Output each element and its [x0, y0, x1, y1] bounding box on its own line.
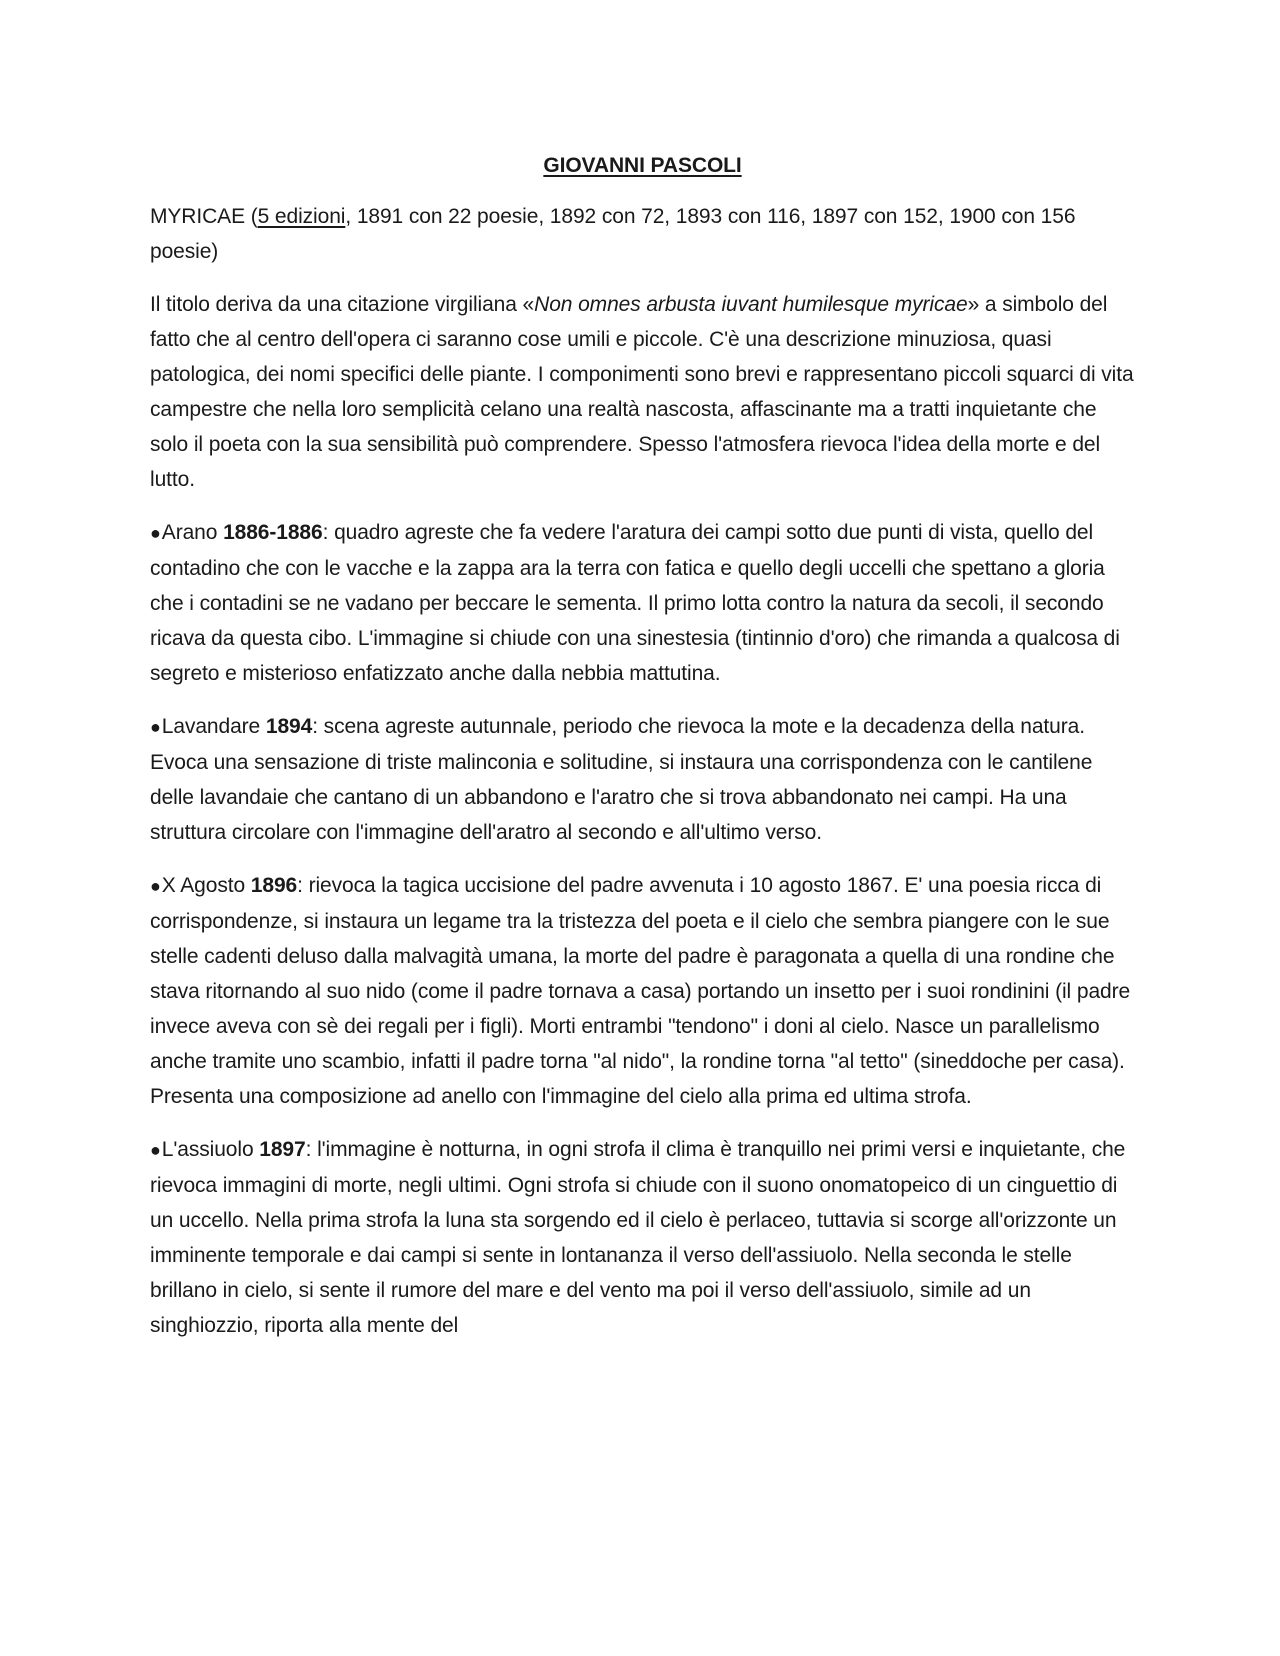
poem-description: : quadro agreste che fa vedere l'aratura dei campi sotto due punti di vista, quello del contadino che con le vacche e la zappa ara la terra con fatica e quello degli uccelli che spettano a gloria che i contadini se ne vadano per beccare le sementa. Il primo lotta contro la natura da secoli, il secondo ricava da questa cibo. L'immagine si chiude con una sinestesia (tintinnio d'oro) che rimanda a qualcosa di segreto e misterioso enfatizzato anche dalla nebbia mattutina. — [150, 521, 1120, 685]
editions-detail: , 1891 con 22 poesie, 1892 con 72, 1893 con 116, 1897 con 152, 1900 con 156 poesie) — [150, 205, 1076, 263]
poem-description: : scena agreste autunnale, periodo che rievoca la mote e la decadenza della natura. Evoca una sensazione di triste malinconia e solitudine, si instaura una corrispondenza con le cantilene delle lavandaie che cantano di un abbandono e l'aratro che si trova abbandonato nei campi. Ha una struttura circolare con l'immagine dell'aratro al secondo e all'ultimo verso. — [150, 715, 1093, 844]
poem-name: Arano — [161, 521, 224, 544]
editions-underlined: 5 edizioni — [257, 205, 346, 228]
bullet-icon: ● — [150, 523, 161, 543]
intro-paragraph — [150, 287, 1135, 497]
poem-name: L'assiuolo — [161, 1138, 260, 1161]
poem-x-agosto — [150, 868, 1135, 1114]
document-body — [150, 148, 1135, 1361]
bullet-icon: ● — [150, 876, 161, 896]
poem-year: 1897 — [259, 1138, 306, 1161]
poem-description: : l'immagine è notturna, in ogni strofa il clima è tranquillo nei primi versi e inquietante, che rievoca immagini di morte, negli ultimi. Ogni strofa si chiude con il suono onomatopeico di un cinguettio di un uccello. Nella prima strofa la luna sta sorgendo ed il cielo è perlaceo, tuttavia si scorge all'orizzonte un imminente temporale e dai campi si sente in lontananza il verso dell'assiuolo. Nella seconda le stelle brillano in cielo, si sente il rumore del mare e del vento ma poi il verso dell'assiuolo, simile ad un singhiozzio, riporta alla mente del — [150, 1138, 1126, 1337]
intro-before-quote: Il titolo deriva da una citazione virgiliana « — [150, 293, 535, 316]
poem-name: X Agosto — [161, 874, 251, 897]
bullet-icon: ● — [150, 1140, 161, 1160]
poem-year: 1896 — [250, 874, 298, 897]
page-title: GIOVANNI PASCOLI — [543, 154, 742, 177]
poem-description: : rievoca la tagica uccisione del padre avvenuta i 10 agosto 1867. E' una poesia ricca di corrispondenze, si instaura un legame tra la tristezza del poeta e il cielo che sembra piangere con le sue stelle cadenti deluso dalla malvagità umana, la morte del padre è paragonata a quella di una rondine che stava ritornando al suo nido (come il padre tornava a casa) portando un insetto per i suoi rondinini (il padre invece aveva con sè dei regali per i figli). Morti entrambi "tendono" i doni al cielo. Nasce un parallelismo anche tramite uno scambio, infatti il padre torna "al nido", la rondine torna "al tetto" (sineddoche per casa). Presenta una composizione ad anello con l'immagine del cielo alla prima ed ultima strofa. — [150, 874, 1131, 1108]
poem-lavandare — [150, 709, 1135, 850]
virgil-quote: Non omnes arbusta iuvant humilesque myricae — [534, 293, 968, 316]
poem-name: Lavandare — [161, 715, 266, 738]
poem-assiuolo — [150, 1132, 1135, 1343]
intro-after-quote: » a simbolo del fatto che al centro dell'opera ci saranno cose umili e piccole. C'è una descrizione minuziosa, quasi patologica, dei nomi specifici delle piante. I componimenti sono brevi e rappresentano piccoli squarci di vita campestre che nella loro semplicità celano una realtà nascosta, affascinante ma a tratti inquietante che solo il poeta con la sua sensibilità può comprendere. Spesso l'atmosfera rievoca l'idea della morte e del lutto. — [150, 293, 1134, 491]
poem-year: 1886-1886 — [223, 521, 323, 544]
poem-arano — [150, 515, 1135, 691]
myricae-label: MYRICAE ( — [150, 205, 258, 228]
poem-year: 1894 — [265, 715, 313, 738]
myricae-editions-paragraph — [150, 199, 1135, 269]
bullet-icon: ● — [150, 717, 161, 737]
